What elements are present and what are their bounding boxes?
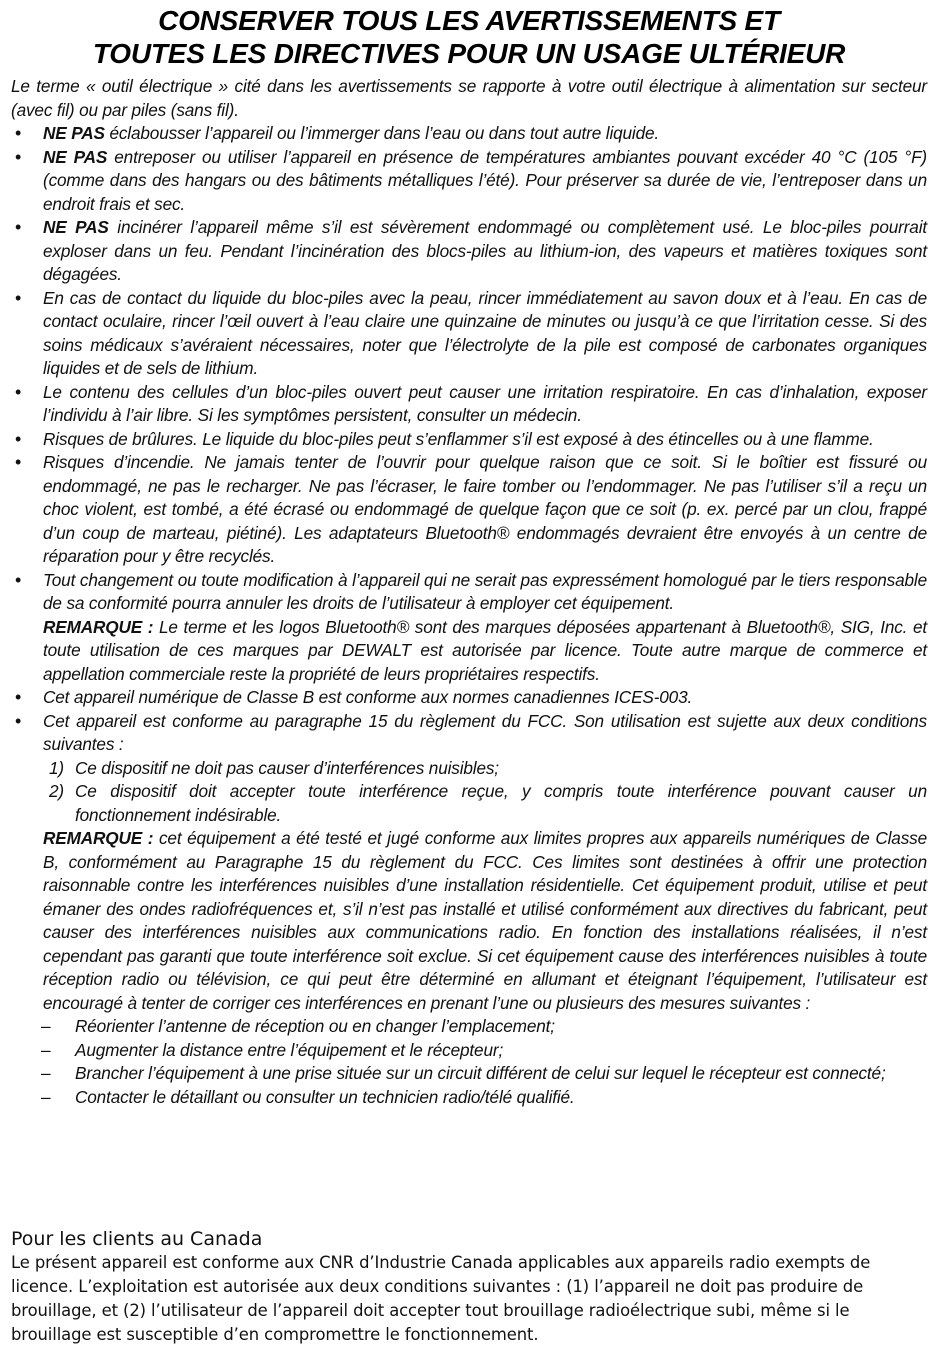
bullet-icon: • xyxy=(15,710,22,731)
list-item-modification xyxy=(11,569,927,687)
dash-icon: – xyxy=(41,1039,51,1060)
item-text: En cas de contact du liquide du bloc-piles avec la peau, rincer immédiatement au savon doux et à l’eau. En cas de contact oculaire, rincer l’œil ouvert à l’eau claire une quinzaine de minutes ou jusqu’à ce que l’irritation cesse. Si des soins médicaux s’avéraient nécessaires, noter que l’électrolyte de la pile est composé de carbonates organiques liquides et de sels de lithium. xyxy=(43,287,927,378)
item-text: Cet appareil numérique de Classe B est conforme aux normes canadiennes ICES-003. xyxy=(43,687,693,707)
item-text: Risques de brûlures. Le liquide du bloc-piles peut s’enflammer s’il est exposé à des étincelles ou à une flamme. xyxy=(43,428,874,449)
item-text: incinérer l’appareil même s’il est sévèrement endommagé ou complètement usé. Le bloc-piles pourrait exploser dans un feu. Pendant l’incinération des blocs-piles au lithium-ion, des vapeurs et matières toxiques sont dégagées. xyxy=(43,217,927,284)
item-text: Tout changement ou toute modification à l’appareil qui ne serait pas expressément homologué par le tiers responsable de sa conformité pourra annuler les droits de l’utilisateur à employer cet équipement. xyxy=(43,569,927,613)
list-item xyxy=(11,216,927,287)
list-item-fcc xyxy=(11,710,927,1016)
item-text: Risques d’incendie. Ne jamais tenter de l’ouvrir pour quelque raison que ce soit. Si le boîtier est fissuré ou endommagé, ne pas le recharger. Ne pas l’écraser, le faire tomber ou l’endommager. Ne pas l’utiliser s’il a reçu un choc violent, est tombé, a été écrasé ou endommagé de quelque façon que ce soit (p. ex. percé par un clou, frappé d’un coup de marteau, piétiné). Les adaptateurs Bluetooth® endommagés devraient être envoyés à un centre de réparation pour y être recyclés. xyxy=(43,452,927,566)
canada-paragraph: Le présent appareil est conforme aux CNR d’Industrie Canada applicables aux appareils radio exempts de licence. L’exploitation est autorisée aux deux conditions suivantes : (1) l’appareil ne doit pas produire de brouillage, et (2) l’utilisateur de l’appareil doit accepter tout brouillage radioélectrique subi, même si le brouillage est susceptible d’en compromettre le fonctionnement. xyxy=(11,1253,871,1344)
emphasis-lead: NE PAS xyxy=(43,146,108,167)
fcc-conditions xyxy=(43,757,927,828)
warnings-list xyxy=(11,122,927,1015)
condition-item xyxy=(43,757,927,781)
title-line-1: CONSERVER TOUS LES AVERTISSEMENTS ET xyxy=(158,5,780,36)
warnings-section xyxy=(11,75,927,1109)
list-item xyxy=(11,428,927,452)
bullet-icon: • xyxy=(15,146,22,167)
measure-item xyxy=(11,1062,927,1086)
measure-text: Contacter le détaillant ou consulter un technicien radio/télé qualifié. xyxy=(75,1086,575,1107)
dash-icon: – xyxy=(41,1086,51,1107)
bullet-icon: • xyxy=(15,123,22,143)
measure-text: Augmenter la distance entre l’équipement et le récepteur; xyxy=(75,1039,504,1060)
bluetooth-note xyxy=(43,616,927,687)
note-label: REMARQUE : xyxy=(43,616,154,637)
list-item xyxy=(11,146,927,217)
bullet-icon: • xyxy=(15,687,22,707)
dash-icon: – xyxy=(41,1016,51,1036)
bullet-icon: • xyxy=(15,569,22,590)
bullet-icon: • xyxy=(15,452,22,472)
condition-item xyxy=(43,780,927,827)
measure-text: Brancher l’équipement à une prise située sur un circuit différent de celui sur lequel le récepteur est connecté; xyxy=(75,1063,886,1083)
condition-text: Ce dispositif ne doit pas causer d’interférences nuisibles; xyxy=(75,757,499,778)
list-item xyxy=(11,287,927,381)
measure-item xyxy=(11,1015,927,1039)
canada-section xyxy=(11,1227,927,1347)
item-text: Le contenu des cellules d’un bloc-piles ouvert peut causer une irritation respiratoire. En cas d’inhalation, exposer l’individu à l’air libre. Si les symptômes persistent, consulter un médecin. xyxy=(43,381,927,425)
title-line-2: TOUTES LES DIRECTIVES POUR UN USAGE ULTÉRIEUR xyxy=(92,38,846,69)
list-item-ices xyxy=(11,686,927,710)
emphasis-lead: NE PAS xyxy=(43,123,105,143)
note-text: cet équipement a été testé et jugé conforme aux limites propres aux appareils numériques de Classe B, conformément au Paragraphe 15 du règlement du FCC. Ces limites sont destinées à offrir une protection raisonnable contre les interférences nuisibles d’une installation résidentielle. Cet équipement produit, utilise et peut émaner des ondes radiofréquences et, s’il n’est pas installé et utilisé conformément aux directives du fabricant, peut causer des interférences nuisibles aux communications radio. En fonction des installations réalisées, il n’est cependant pas garanti que toute interférence soit exclue. Si cet équipement cause des interférences nuisibles à toute réception radio ou télévision, ce qui peut être déterminé en allumant et éteignant l’équipement, l’utilisateur est encouragé à tenter de corriger ces interférences en prenant l’une ou plusieurs des mesures suivantes : xyxy=(43,828,928,1013)
measure-text: Réorienter l’antenne de réception ou en changer l’emplacement; xyxy=(75,1016,555,1036)
item-text: entreposer ou utiliser l’appareil en présence de températures ambiantes pouvant excéder 40 °C (105 °F) (comme dans des hangars ou des bâtiments métalliques l’été). Pour préserver sa durée de vie, l’entreposer dans un endroit frais et sec. xyxy=(43,146,927,214)
condition-text: Ce dispositif doit accepter toute interférence reçue, y compris toute interférence pouvant causer un fonctionnement indésirable. xyxy=(75,781,927,825)
measure-item xyxy=(11,1086,927,1110)
note-text: Le terme et les logos Bluetooth® sont des marques déposées appartenant à Bluetooth®, SIG, Inc. et toute utilisation de ces marques par DEWALT est autorisée par licence. Toute autre marque de commerce et appellation commerciale reste la propriété de leurs propriétaires respectifs. xyxy=(43,616,928,684)
list-item xyxy=(11,451,927,569)
bullet-icon: • xyxy=(15,428,22,449)
bullet-icon: • xyxy=(15,217,22,237)
list-item xyxy=(11,381,927,428)
bullet-icon: • xyxy=(15,381,22,402)
condition-number: 2) xyxy=(49,781,64,801)
emphasis-lead: NE PAS xyxy=(43,217,109,237)
page-title xyxy=(11,4,927,70)
item-text: Cet appareil est conforme au paragraphe 15 du règlement du FCC. Son utilisation est sujette aux deux conditions suivantes : xyxy=(43,710,927,754)
bullet-icon: • xyxy=(15,287,22,308)
manual-page xyxy=(0,4,938,1353)
item-text: éclabousser l’appareil ou l’immerger dans l’eau ou dans tout autre liquide. xyxy=(104,123,660,143)
dash-icon: – xyxy=(41,1063,51,1083)
intro-paragraph: Le terme « outil électrique » cité dans les avertissements se rapporte à votre outil électrique à alimentation sur secteur (avec fil) ou par piles (sans fil). xyxy=(11,76,927,120)
fcc-measures xyxy=(11,1015,927,1109)
canada-heading: Pour les clients au Canada xyxy=(11,1228,263,1250)
fcc-note xyxy=(43,827,927,1015)
list-item xyxy=(11,122,927,146)
measure-item xyxy=(11,1039,927,1063)
condition-number: 1) xyxy=(49,757,64,778)
note-label: REMARQUE : xyxy=(43,828,154,848)
